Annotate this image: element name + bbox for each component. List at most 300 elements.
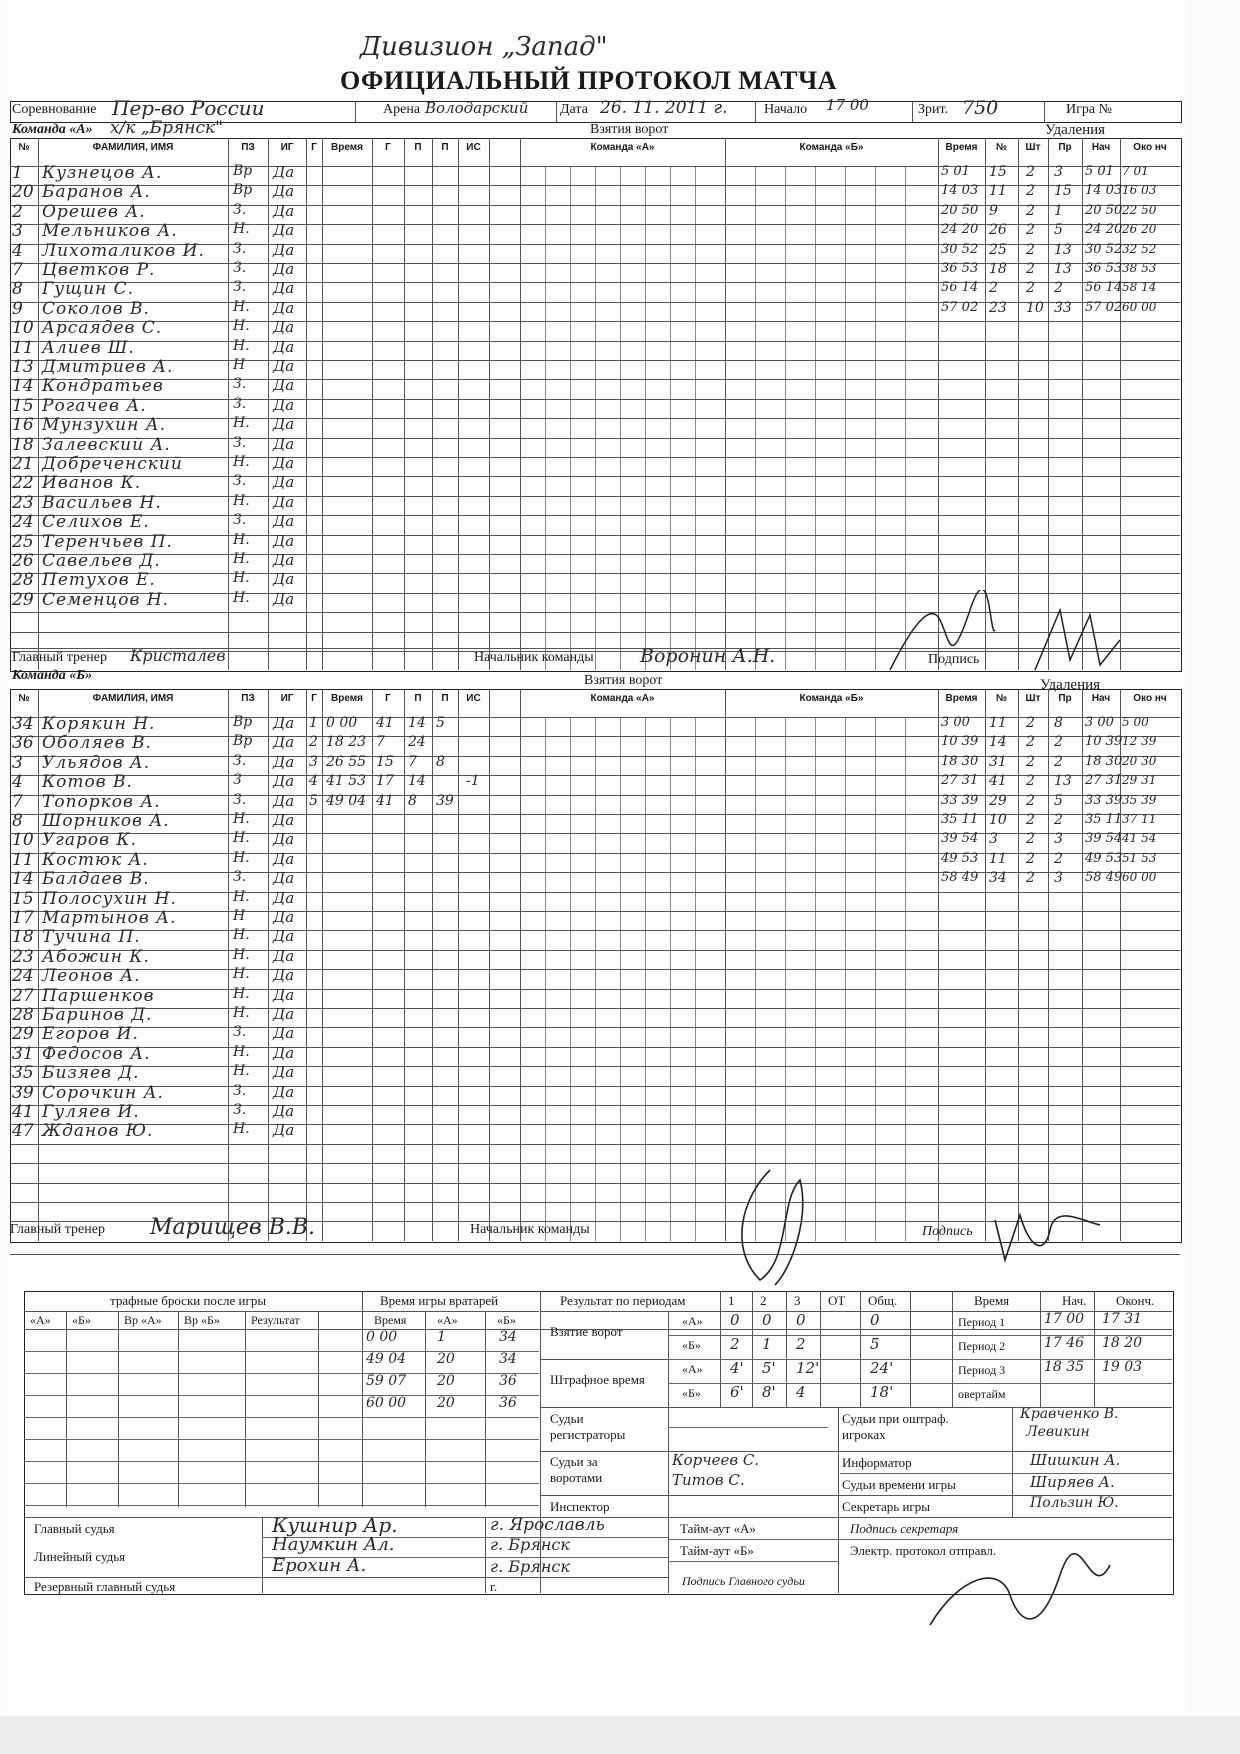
chief-ref-value: Кушнир Ар.: [272, 1513, 398, 1537]
player-number: 14: [12, 869, 34, 890]
shootout-col-header: «А»: [30, 1313, 51, 1327]
divider: [820, 1291, 821, 1407]
arena-label: Арена: [383, 102, 421, 117]
player-position: Вр: [233, 163, 253, 179]
secretary-sign-label: Подпись секретаря: [850, 1521, 959, 1536]
row-line: [10, 515, 1180, 516]
penalty-reason: 3: [1054, 870, 1063, 887]
informer-label: Информатор: [842, 1455, 912, 1470]
penalty-time: 18 30: [941, 753, 979, 769]
player-played: Да: [273, 492, 295, 511]
team-a-name: х/к „Брянск": [110, 118, 223, 138]
row-line: [10, 1008, 1180, 1009]
period-value: 1: [762, 1335, 772, 1353]
player-number: 29: [12, 589, 34, 610]
team-b-goals-title: Взятия ворот: [584, 673, 663, 688]
player-played: Да: [273, 279, 295, 298]
player-name: Мартынов А.: [42, 908, 177, 928]
divider: [245, 1311, 246, 1507]
penalty-reason: 2: [1054, 280, 1063, 297]
line-ref-label: Линейный судья: [34, 1549, 126, 1564]
spectators-label: Зрит.: [918, 102, 949, 117]
player-name: Полосухин Н.: [42, 888, 177, 909]
player-played: Да: [273, 376, 295, 395]
divider: [755, 101, 756, 122]
grid-column-line: [228, 138, 229, 670]
player-position: Вр: [233, 182, 253, 199]
player-number: 34: [12, 714, 34, 734]
gk-col-header: «Б»: [497, 1313, 516, 1327]
player-played: Да: [273, 395, 295, 414]
penalty-reason: 8: [1054, 715, 1063, 731]
grid-column-line: [372, 138, 373, 670]
row-line: [952, 1359, 1172, 1360]
grid-column-line: [1120, 689, 1121, 1241]
player-number: 11: [12, 849, 34, 870]
player-position: З.: [233, 512, 247, 529]
player-played: Да: [273, 888, 295, 907]
division-title: Дивизион „Запад": [360, 32, 608, 62]
divider: [24, 1311, 539, 1312]
col-ig-header: ИГ: [280, 693, 294, 704]
player-name: Савельев Д.: [42, 551, 161, 571]
row-line: [10, 1163, 1180, 1164]
player-number: 28: [12, 1005, 34, 1025]
goal-assist1: 8: [408, 792, 417, 809]
penalty-start: 56 14: [1085, 280, 1123, 296]
penalty-end: 35 39: [1122, 792, 1157, 807]
period-value: 2: [730, 1335, 740, 1353]
penalty-start: 14 03: [1085, 183, 1123, 199]
player-number: 24: [12, 966, 34, 987]
col-team-a-header: Команда «А»: [590, 693, 655, 704]
divider: [1040, 1291, 1041, 1407]
gk-time: 0 00: [366, 1329, 398, 1345]
player-name: Гущин С.: [42, 279, 135, 300]
player-played: Да: [273, 182, 295, 201]
goal-assist1: 24: [408, 734, 426, 751]
team-b-chief-label: Начальник команды: [470, 1222, 590, 1237]
grid-column-line: [489, 138, 490, 670]
penalty-player: 15: [989, 164, 1007, 180]
player-position: З.: [233, 240, 247, 257]
penalty-player: 2: [989, 280, 998, 297]
player-position: Н.: [233, 415, 250, 432]
row-line: [10, 833, 1180, 834]
row-line: [24, 1351, 539, 1352]
penalty-reason: 2: [1054, 850, 1063, 867]
col-team-b-header: Команда «Б»: [799, 142, 864, 153]
date-label: Дата: [560, 102, 588, 117]
penalty-time: 3 00: [941, 715, 970, 730]
row-line: [10, 205, 1180, 206]
player-number: 7: [12, 791, 23, 812]
gk-a: 20: [437, 1373, 455, 1389]
period-start: 18 35: [1044, 1359, 1085, 1375]
row-line: [952, 1383, 1172, 1384]
chief-sign-label: Подпись Главного судьи: [682, 1574, 805, 1588]
player-played: Да: [273, 869, 295, 888]
timekeeper-label: Судьи времени игры: [842, 1477, 956, 1492]
player-number: 7: [12, 260, 23, 280]
penalty-minutes: 2: [1026, 241, 1035, 258]
player-number: 1: [12, 163, 23, 183]
scan-bottom-band: [0, 1716, 1240, 1754]
timeout-a-label: Тайм-аут «А»: [680, 1521, 756, 1536]
player-number: 9: [12, 298, 23, 319]
arena-value: Володарский: [425, 99, 529, 117]
player-played: Да: [273, 454, 295, 472]
grid-column-line: [228, 689, 229, 1241]
timeout-b-label: Тайм-аут «Б»: [680, 1543, 754, 1558]
divider: [1012, 1407, 1013, 1517]
row-line: [10, 379, 1180, 380]
team-a-chief-label: Начальник команды: [474, 650, 594, 665]
player-position: Вр: [233, 733, 253, 750]
grid-column-line: [322, 138, 323, 670]
player-name: Тучина П.: [42, 927, 141, 948]
row-line: [668, 1383, 952, 1384]
player-name: Арсаядев С.: [42, 318, 163, 339]
penalty-start: 18 30: [1085, 753, 1123, 769]
player-position: Н.: [233, 492, 250, 509]
row-line: [10, 399, 1180, 400]
penalty-minutes: 2: [1026, 773, 1035, 790]
periods-title: Результат по периодам: [560, 1293, 686, 1308]
player-position: Вр: [233, 714, 253, 730]
goal-scorer: 7: [376, 734, 385, 751]
player-name: Леонов А.: [42, 966, 141, 987]
page-title: ОФИЦИАЛЬНЫЙ ПРОТОКОЛ МАТЧА: [340, 66, 837, 95]
penalty-start: 36 53: [1085, 261, 1123, 276]
registrars-label: Судьи регистраторы: [550, 1411, 626, 1442]
player-name: Костюк А.: [42, 849, 149, 870]
col-team-b-header: Команда «Б»: [799, 693, 864, 704]
player-number: 3: [12, 752, 23, 773]
team-a-coach-label: Главный тренер: [12, 650, 107, 665]
penalty-minutes: 2: [1026, 183, 1035, 200]
player-number: 27: [12, 985, 34, 1006]
penalty-end: 60 00: [1122, 299, 1157, 314]
periods-col-header: 1: [728, 1293, 735, 1308]
grid-column-line: [938, 689, 939, 1241]
penalty-reason: 5: [1054, 792, 1063, 809]
penalty-time: 24 20: [941, 222, 979, 238]
penalty-player: 11: [989, 850, 1007, 867]
player-name: Егоров И.: [42, 1024, 139, 1045]
period-start: 17 46: [1044, 1335, 1085, 1351]
player-number: 11: [12, 337, 34, 358]
player-played: Да: [273, 1082, 295, 1101]
player-name: Баринов Д.: [42, 1005, 153, 1025]
penalty-end: 32 52: [1122, 241, 1157, 256]
penalty-time: 20 50: [941, 202, 979, 218]
period-start: 17 00: [1044, 1311, 1085, 1327]
grid-column-line: [1082, 689, 1083, 1241]
player-name: Васильев Н.: [42, 492, 162, 513]
divider: [318, 1311, 319, 1507]
competition-label: Соревнование: [12, 102, 97, 117]
player-position: З.: [233, 376, 247, 393]
col-pz-header: ПЗ: [241, 142, 255, 153]
player-name: Мельников А.: [42, 221, 178, 242]
row-line: [10, 911, 1180, 912]
shootout-title: трафные броски после игры: [110, 1293, 267, 1308]
player-played: Да: [273, 966, 295, 985]
player-name: Залевский А.: [42, 434, 171, 455]
player-played: Да: [273, 1102, 295, 1120]
player-position: З.: [233, 434, 247, 451]
divider: [910, 1291, 911, 1407]
gk-b: 36: [499, 1373, 517, 1389]
grid-column-line: [306, 138, 307, 670]
periods-col-header: 2: [760, 1293, 767, 1308]
row-line: [24, 1417, 539, 1418]
divider: [786, 1291, 787, 1407]
player-name: Теренчьев П.: [42, 531, 173, 552]
team-b-sign-label: Подпись: [922, 1224, 973, 1239]
player-played: Да: [273, 714, 295, 732]
period-value: 18': [870, 1383, 894, 1401]
row-line: [10, 1027, 1180, 1028]
divider: [355, 101, 356, 122]
row-line: [10, 496, 1180, 497]
goal-assist1: 14: [408, 715, 426, 731]
divider: [540, 1359, 668, 1360]
player-number: 24: [12, 512, 34, 533]
divider: [668, 1517, 669, 1593]
player-played: Да: [273, 1043, 295, 1062]
goal-scorer: 15: [376, 753, 394, 770]
penalty-time: 14 03: [941, 183, 979, 199]
divider: [178, 1311, 179, 1507]
row-line: [24, 1505, 539, 1506]
row-line: [668, 1427, 828, 1428]
penalty-end: 12 39: [1122, 734, 1157, 749]
player-position: З.: [233, 1102, 247, 1118]
grid-column-line: [520, 689, 521, 1241]
gk-a: 20: [437, 1351, 455, 1367]
player-number: 10: [12, 318, 34, 339]
divider: [912, 101, 913, 122]
penalty-player: 3: [989, 831, 998, 848]
row-line: [10, 282, 1180, 283]
player-position: Н.: [233, 927, 250, 944]
player-number: 13: [12, 357, 34, 377]
grid-column-line: [306, 689, 307, 1241]
row-line: [24, 1483, 539, 1484]
penalty-minutes: 2: [1026, 792, 1035, 809]
row-line: [10, 341, 1180, 342]
player-position: З.: [233, 260, 247, 276]
player-position: З.: [233, 473, 247, 490]
electronic-protocol-label: Электр. протокол отправл.: [850, 1543, 997, 1558]
grid-column-line: [432, 138, 433, 670]
penalty-end: 38 53: [1122, 261, 1157, 275]
row-line: [10, 418, 1180, 419]
penalty-end: 60 00: [1122, 870, 1157, 885]
pen-sht-header: Шт: [1025, 693, 1041, 704]
player-number: 41: [12, 1102, 34, 1122]
penalty-start: 3 00: [1085, 715, 1114, 730]
penalty-player: 26: [989, 222, 1007, 239]
goal-time: 0 00: [326, 715, 358, 731]
grid-column-line: [404, 138, 405, 670]
player-name: Селихов Е.: [42, 512, 150, 533]
period-value: 12': [796, 1359, 820, 1377]
penalty-end: 5 00: [1122, 715, 1149, 729]
col-goal-header: Г: [385, 693, 391, 704]
player-name: Шорников А.: [42, 811, 170, 831]
penalty-minutes: 2: [1026, 812, 1035, 828]
divider: [24, 1577, 668, 1578]
signature-scribble: [1030, 600, 1130, 680]
row-line: [668, 1561, 838, 1562]
player-position: З.: [233, 791, 247, 808]
grid-column-line: [1018, 689, 1019, 1241]
penalty-minutes: 2: [1026, 753, 1035, 770]
player-played: Да: [273, 927, 295, 946]
divider: [668, 1407, 669, 1517]
row-line: [952, 1335, 1172, 1336]
player-number: 18: [12, 927, 34, 948]
goal-number: 2: [309, 734, 318, 751]
player-position: Н.: [233, 1005, 250, 1021]
player-position: Н.: [233, 221, 250, 238]
table-frame: [10, 689, 1182, 1243]
player-position: Н.: [233, 1063, 250, 1080]
player-name: Рогачев А.: [42, 395, 147, 416]
goal-judges-label: Судьи за воротами: [550, 1454, 603, 1485]
row-line: [10, 1105, 1180, 1106]
player-number: 18: [12, 434, 34, 455]
penalty-end: 41 54: [1122, 831, 1157, 846]
signature-scribble: [880, 590, 1000, 680]
player-number: 16: [12, 415, 34, 436]
player-name: Мунзухин А.: [42, 415, 167, 436]
pen-no-header: №: [995, 693, 1008, 704]
goal-number: 1: [309, 715, 318, 731]
col-team-a-header: Команда «А»: [590, 142, 655, 153]
divider: [952, 1291, 953, 1407]
player-name: Топорков А.: [42, 791, 161, 812]
period-value: 0: [730, 1311, 740, 1329]
penalty-player: 14: [989, 734, 1007, 751]
row-line: [10, 1086, 1180, 1087]
player-number: 31: [12, 1043, 34, 1064]
shootout-col-header: Вр «Б»: [184, 1313, 220, 1327]
period-end: 19 03: [1102, 1359, 1143, 1375]
periods-col-header: Общ.: [868, 1293, 898, 1308]
team-a-label: Команда «А»: [12, 122, 93, 137]
goal-time: 26 55: [326, 753, 367, 770]
player-number: 47: [12, 1121, 34, 1142]
row-line: [10, 457, 1180, 458]
shootout-col-header: «Б»: [72, 1313, 91, 1327]
pen-pr-header: Пр: [1058, 142, 1072, 153]
player-position: Н.: [233, 531, 250, 548]
player-position: Н.: [233, 946, 250, 963]
col-time-header: Время: [331, 693, 363, 704]
player-played: Да: [273, 551, 295, 569]
player-played: Да: [273, 260, 295, 278]
penalty-time: 33 39: [941, 792, 979, 808]
player-name: Бизяев Д.: [42, 1063, 140, 1084]
goal-situation: -1: [466, 773, 480, 790]
divider: [752, 1291, 753, 1407]
penalty-time: 58 49: [941, 870, 979, 886]
penalty-minutes: 2: [1026, 831, 1035, 848]
goal-assist2: 8: [436, 753, 445, 770]
player-played: Да: [273, 811, 295, 829]
shootout-col-header: Вр «А»: [124, 1313, 162, 1327]
grid-column-line: [725, 138, 726, 670]
penalty-end: 26 20: [1122, 222, 1157, 237]
penalty-player: 18: [989, 261, 1007, 277]
player-played: Да: [273, 1024, 295, 1043]
penalty-judges-value: Кравченко В.: [1020, 1406, 1119, 1422]
penalty-reason: 2: [1054, 734, 1063, 751]
player-name: Цветков Р.: [42, 260, 156, 280]
player-number: 15: [12, 395, 34, 416]
row-line: [10, 476, 1180, 477]
pen-sht-header: Шт: [1025, 142, 1041, 153]
period-end: 18 20: [1102, 1335, 1143, 1351]
player-position: Н.: [233, 966, 250, 983]
penalty-minutes: 2: [1026, 164, 1035, 180]
period-value: 5: [870, 1335, 880, 1353]
player-position: Н.: [233, 454, 250, 470]
line-ref-value: Наумкин Ал.: [272, 1534, 395, 1555]
player-played: Да: [273, 733, 295, 752]
row-line: [24, 1439, 539, 1440]
row-line: [24, 1461, 539, 1462]
col-assist2-header: П: [441, 693, 449, 704]
goal-time: 18 23: [326, 734, 367, 751]
player-played: Да: [273, 357, 295, 375]
player-name: Кондратьев: [42, 376, 164, 397]
penalty-player: 41: [989, 773, 1007, 790]
pen-okon-header: Око нч: [1133, 142, 1167, 153]
col-assist2-header: П: [441, 142, 449, 153]
gk-col-header: «А»: [437, 1313, 458, 1327]
grid-column-line: [1048, 138, 1049, 670]
penalty-end: 58 14: [1122, 280, 1157, 295]
time-col-header: Нач.: [1062, 1293, 1087, 1308]
player-played: Да: [273, 337, 295, 356]
player-played: Да: [273, 415, 295, 434]
period-label: Период 3: [958, 1363, 1006, 1377]
grid-column-line: [268, 689, 269, 1241]
period-label: овертайм: [958, 1387, 1006, 1401]
row-line: [24, 1373, 539, 1374]
player-position: Н.: [233, 888, 250, 905]
penalty-player: 9: [989, 202, 998, 219]
player-position: Н.: [233, 298, 250, 315]
col-assist1-header: П: [414, 693, 422, 704]
row-line: [10, 632, 1180, 633]
player-name: Паршенков: [42, 985, 155, 1006]
grid-column-line: [404, 689, 405, 1241]
pen-nach-header: Нач: [1091, 693, 1111, 704]
penalty-player: 31: [989, 753, 1007, 770]
reserve-ref-city: г.: [490, 1579, 498, 1594]
row-line: [10, 930, 1180, 931]
period-value: 0: [870, 1311, 880, 1329]
col-name-header: ФАМИЛИЯ, ИМЯ: [92, 142, 174, 153]
team-a-penalties-title: Удаления: [1045, 122, 1106, 138]
penalty-minutes: 2: [1026, 222, 1035, 239]
